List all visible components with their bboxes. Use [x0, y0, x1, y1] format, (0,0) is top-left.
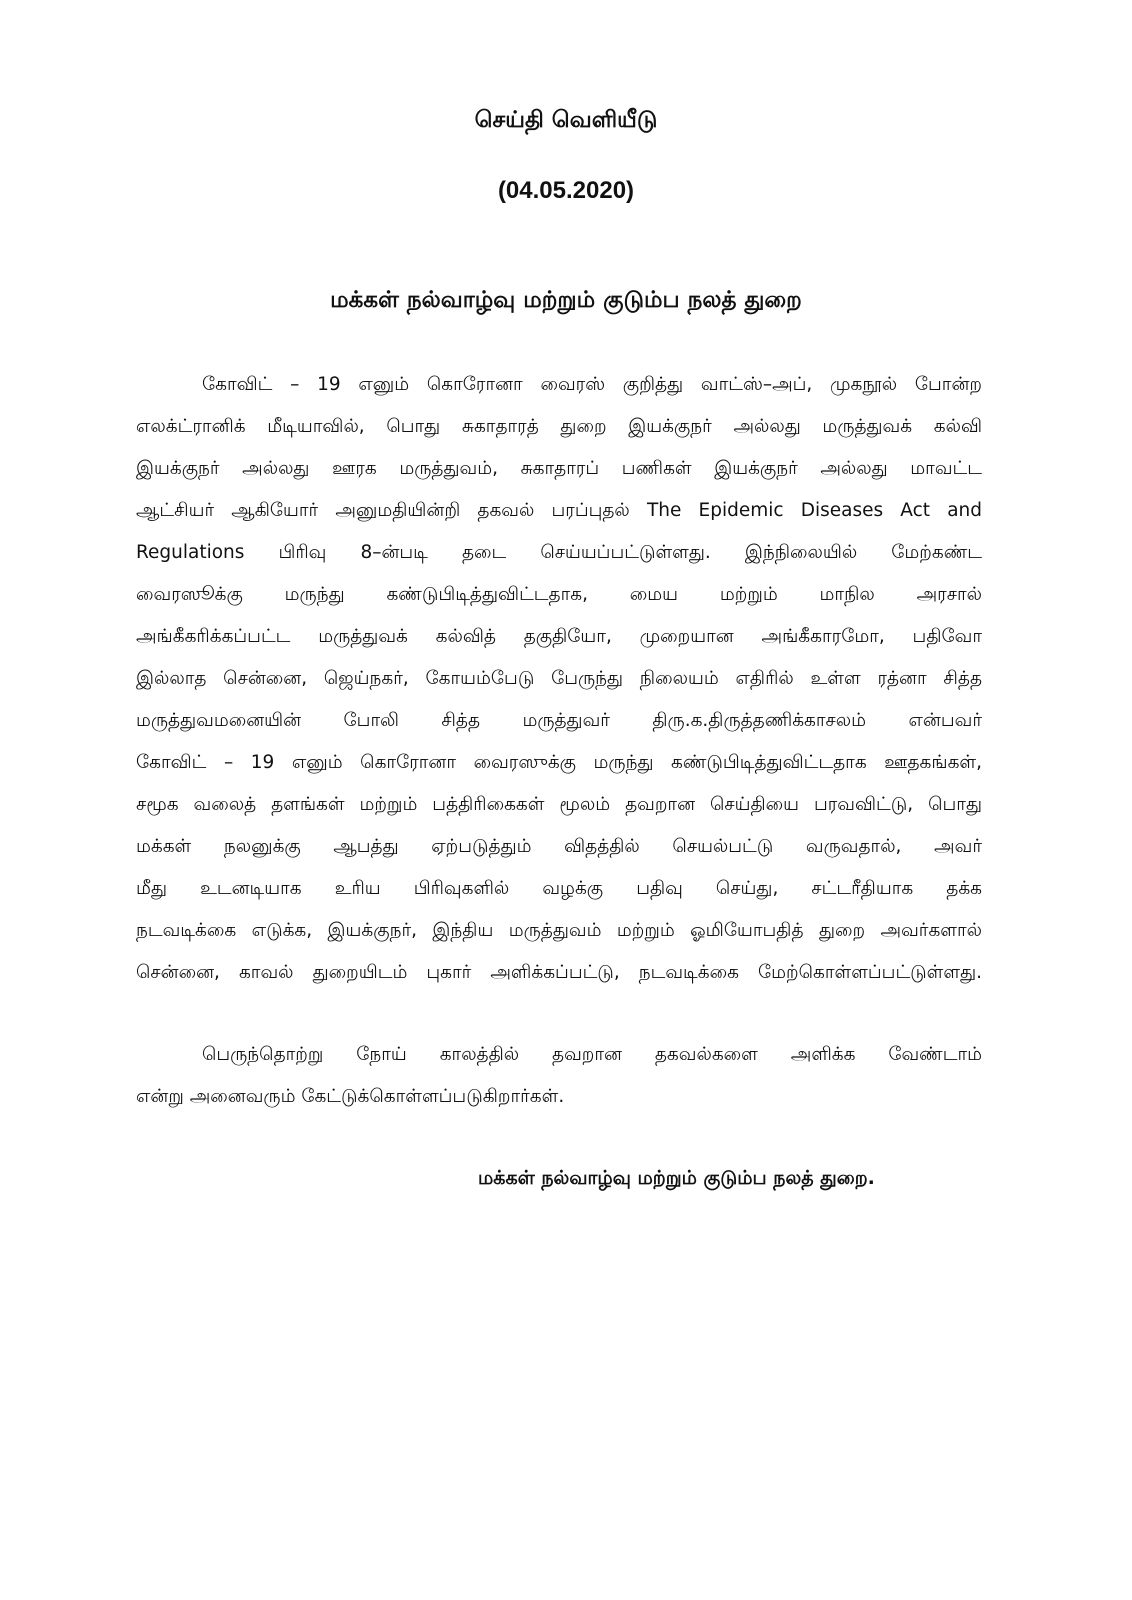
department-signature: மக்கள் நல்வாழ்வு மற்றும் குடும்ப நலத் துறை. [478, 1167, 875, 1189]
paragraph-line: பெருந்தொற்று நோய் காலத்தில் தவறான தகவல்களை அளிக்க வேண்டாம் [202, 1044, 982, 1065]
paragraph-line: இயக்குநர் அல்லது ஊரக மருத்துவம், சுகாதாரப் பணிகள் இயக்குநர் அல்லது மாவட்ட [136, 458, 982, 479]
paragraph-line: எலக்ட்ரானிக் மீடியாவில், பொது சுகாதாரத் துறை இயக்குநர் அல்லது மருத்துவக் கல்வி [136, 416, 982, 437]
paragraph-line: ஆட்சியர் ஆகியோர் அனுமதியின்றி தகவல் பரப்புதல் The Epidemic Diseases Act and [136, 500, 982, 521]
paragraph-line: Regulations பிரிவு 8–ன்படி தடை செய்யப்பட்டுள்ளது. இந்நிலையில் மேற்கண்ட [136, 542, 982, 563]
paragraph-line: இல்லாத சென்னை, ஜெய்நகர், கோயம்பேடு பேருந்து நிலையம் எதிரில் உள்ள ரத்னா சித்த [136, 668, 982, 689]
paragraph-line: சென்னை, காவல் துறையிடம் புகார் அளிக்கப்பட்டு, நடவடிக்கை மேற்கொள்ளப்பட்டுள்ளது. [136, 962, 982, 983]
release-date: (04.05.2020) [497, 177, 635, 204]
paragraph-line: சமூக வலைத் தளங்கள் மற்றும் பத்திரிகைகள் மூலம் தவறான செய்தியை பரவவிட்டு, பொது [136, 794, 982, 815]
paragraph-line: என்று அனைவரும் கேட்டுக்கொள்ளப்படுகிறார்கள். [136, 1086, 565, 1107]
paragraph-line: நடவடிக்கை எடுக்க, இயக்குநர், இந்திய மருத்துவம் மற்றும் ஓமியோபதித் துறை அவர்களால் [136, 920, 982, 941]
paragraph-line: மக்கள் நலனுக்கு ஆபத்து ஏற்படுத்தும் விதத்தில் செயல்பட்டு வருவதால், அவர் [136, 836, 982, 857]
paragraph-line: கோவிட் – 19 எனும் கொரோனா வைரஸ் குறித்து வாட்ஸ்–அப், முகநூல் போன்ற [202, 374, 982, 395]
press-release-heading: செய்தி வெளியீடு [474, 107, 658, 133]
department-heading: மக்கள் நல்வாழ்வு மற்றும் குடும்ப நலத் துறை [330, 287, 802, 313]
paragraph-line: அங்கீகரிக்கப்பட்ட மருத்துவக் கல்வித் தகுதியோ, முறையான அங்கீகாரமோ, பதிவோ [136, 626, 982, 647]
paragraph-line: வைரஸூக்கு மருந்து கண்டுபிடித்துவிட்டதாக, மைய மற்றும் மாநில அரசால் [136, 584, 982, 605]
paragraph-line: மீது உடனடியாக உரிய பிரிவுகளில் வழக்கு பதிவு செய்து, சட்டரீதியாக தக்க [136, 878, 982, 899]
paragraph-line: கோவிட் – 19 எனும் கொரோனா வைரஸுக்கு மருந்து கண்டுபிடித்துவிட்டதாக ஊதகங்கள், [136, 752, 982, 773]
paragraph-line: மருத்துவமனையின் போலி சித்த மருத்துவர் திரு.க.திருத்தணிக்காசலம் என்பவர் [136, 710, 982, 731]
